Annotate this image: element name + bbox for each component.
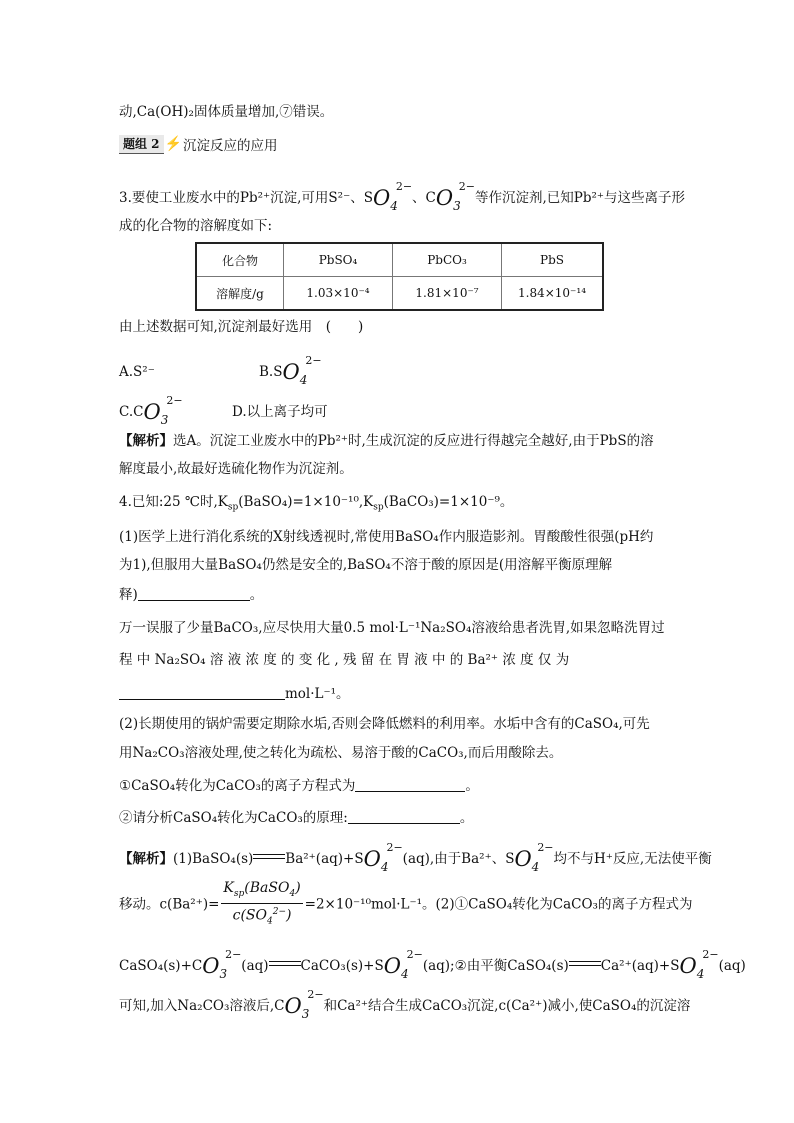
table-header-cell: PbS	[502, 243, 604, 277]
table-row	[196, 277, 603, 311]
equilibrium-arrow-icon	[253, 852, 285, 862]
q4-p5: ②请分析CaSO₄转化为CaCO₃的原理: 。	[119, 810, 474, 826]
table-cell: 溶解度/g	[196, 277, 284, 311]
q4-analysis-line2: 移动。c(Ba²⁺)= $\frac{K_{sp}(BaSO_4)}{c(SO_4^{2-})}$ =2×10⁻¹⁰mol·L⁻¹。(2)①CaSO₄转化为CaCO₃的离子方程式为	[119, 880, 692, 930]
q3-analysis-line2: 解度最小,故最好选硫化物作为沉淀剂。	[119, 461, 353, 477]
section-tag	[119, 134, 277, 154]
table-header-cell: PbSO₄	[284, 243, 393, 277]
q4-p1-line2: 为1),但服用大量BaSO₄仍然是安全的,BaSO₄不溶于酸的原因是(用溶解平衡原理解	[119, 557, 613, 573]
q4-analysis-line3: $CaSO_4(s)+CO3^{2-}(aq)$ $CaCO_3(s)+SO4^{2-}(aq);②$由平衡CaSO₄(s) $Ca^{2+}(aq)+SO4^{2-}(aq)$	[119, 956, 746, 984]
ion-so4: $O4^{2-}$	[372, 180, 413, 213]
q4-p2-line1: 万一误服了少量BaCO₃,应尽快用大量0.5 mol·L⁻¹Na₂SO₄溶液给患者洗胃,如果忽略洗胃过	[119, 620, 665, 636]
table-cell: 1.81×10⁻⁷	[393, 277, 502, 311]
q3-analysis-line1: 【解析】选A。沉淀工业废水中的Pb²⁺时,生成沉淀的反应进行得越完全越好,由于PbS的溶	[119, 433, 654, 449]
table-header-cell: 化合物	[196, 243, 284, 277]
table-cell: 1.03×10⁻⁴	[284, 277, 393, 311]
table-header-row	[196, 243, 603, 277]
q3-stem: 由上述数据可知,沉淀剂最好选用 ( )	[119, 319, 364, 335]
q4-p3-line1: (2)长期使用的锅炉需要定期除水垢,否则会降低燃料的利用率。水垢中含有的CaSO₄,可先	[119, 716, 650, 732]
q4-line1: 4.已知:25 ℃时$,K_{sp}(BaSO_4)=1\times 10^{-10},K_{sp}(BaCO_3)=1\times 10^{-9}$。	[119, 494, 514, 513]
ion-co3: $O3^{2-}$	[202, 948, 242, 981]
q3-line1: 3.要使工业废水中的Pb²⁺沉淀,可用S²⁻、$SO4^{2-}$、$CO3^{2-}$等作沉淀剂,已知Pb²⁺与这些离子形	[119, 188, 685, 216]
ion-co3: $O3^{2-}$	[435, 180, 475, 213]
q4-analysis-line4: 可知,加入Na₂CO₃溶液后$,CO3^{2-}$和Ca²⁺结合生成CaCO₃沉淀,c(Ca²⁺)减小,使CaSO₄的沉淀溶	[119, 996, 690, 1024]
q4-p2-line2: 程 中 Na₂SO₄ 溶 液 浓 度 的 变 化 , 残 留 在 胃 液 中 的 Ba²⁺ 浓 度 仅 为	[119, 652, 570, 668]
answer-blank[interactable]	[348, 809, 460, 824]
ion-so4: $O4^{2-}$	[282, 354, 322, 387]
ion-co3: $O3^{2-}$	[143, 394, 183, 427]
q3-option-a: A.S²⁻	[119, 364, 155, 380]
table-cell: 1.84×10⁻¹⁴	[502, 277, 604, 311]
ion-so4: $O4^{2-}$	[514, 841, 554, 874]
equilibrium-arrow-icon	[569, 959, 601, 969]
ion-so4: $O4^{2-}$	[383, 948, 423, 981]
ion-so4: $O4^{2-}$	[679, 948, 719, 981]
table-header-cell: PbCO₃	[393, 243, 502, 277]
answer-blank[interactable]	[138, 586, 250, 601]
q3-option-c: $C.CO3^{2-}$	[119, 402, 183, 430]
q4-p3-line2: 用Na₂CO₃溶液处理,使之转化为疏松、易溶于酸的CaCO₃,而后用酸除去。	[119, 745, 563, 761]
answer-blank[interactable]	[355, 777, 465, 792]
group-badge: 题组 2	[119, 135, 164, 154]
equilibrium-arrow-icon	[269, 959, 301, 969]
ion-so4: $O4^{2-}$	[363, 841, 403, 874]
q3-option-d: D.以上离子均可	[232, 404, 328, 420]
line-prev-answer: 动,Ca(OH)₂固体质量增加,⑦错误。	[119, 104, 334, 120]
solubility-table	[195, 242, 604, 311]
q4-analysis-line1: 【解析】(1)BaSO₄(s) $Ba^{2+}(aq)+SO4^{2-}(aq)$,由于Ba²⁺、$SO4^{2-}$均不与H⁺反应,无法使平衡	[119, 849, 712, 877]
ion-co3: $O3^{2-}$	[284, 988, 324, 1021]
q4-p2-line3: mol·L⁻¹。	[119, 684, 350, 704]
group-title: 沉淀反应的应用	[182, 138, 278, 154]
lightning-icon: ⚡	[164, 136, 182, 152]
q3-line2: 成的化合物的溶解度如下:	[119, 218, 273, 234]
q4-p1-line3: 释) 。	[119, 587, 264, 603]
q4-p1-line1: (1)医学上进行消化系统的X射线透视时,常使用BaSO₄作内服造影剂。胃酸酸性很强(pH约	[119, 529, 654, 545]
answer-blank[interactable]	[119, 685, 285, 700]
q3-option-b: $B.SO4^{2-}$	[259, 362, 322, 390]
ksp-fraction: $\frac{K_{sp}(BaSO_4)}{c(SO_4^{2-})}$	[223, 880, 301, 927]
q4-p4: ①CaSO₄转化为CaCO₃的离子方程式为 。	[119, 778, 479, 794]
